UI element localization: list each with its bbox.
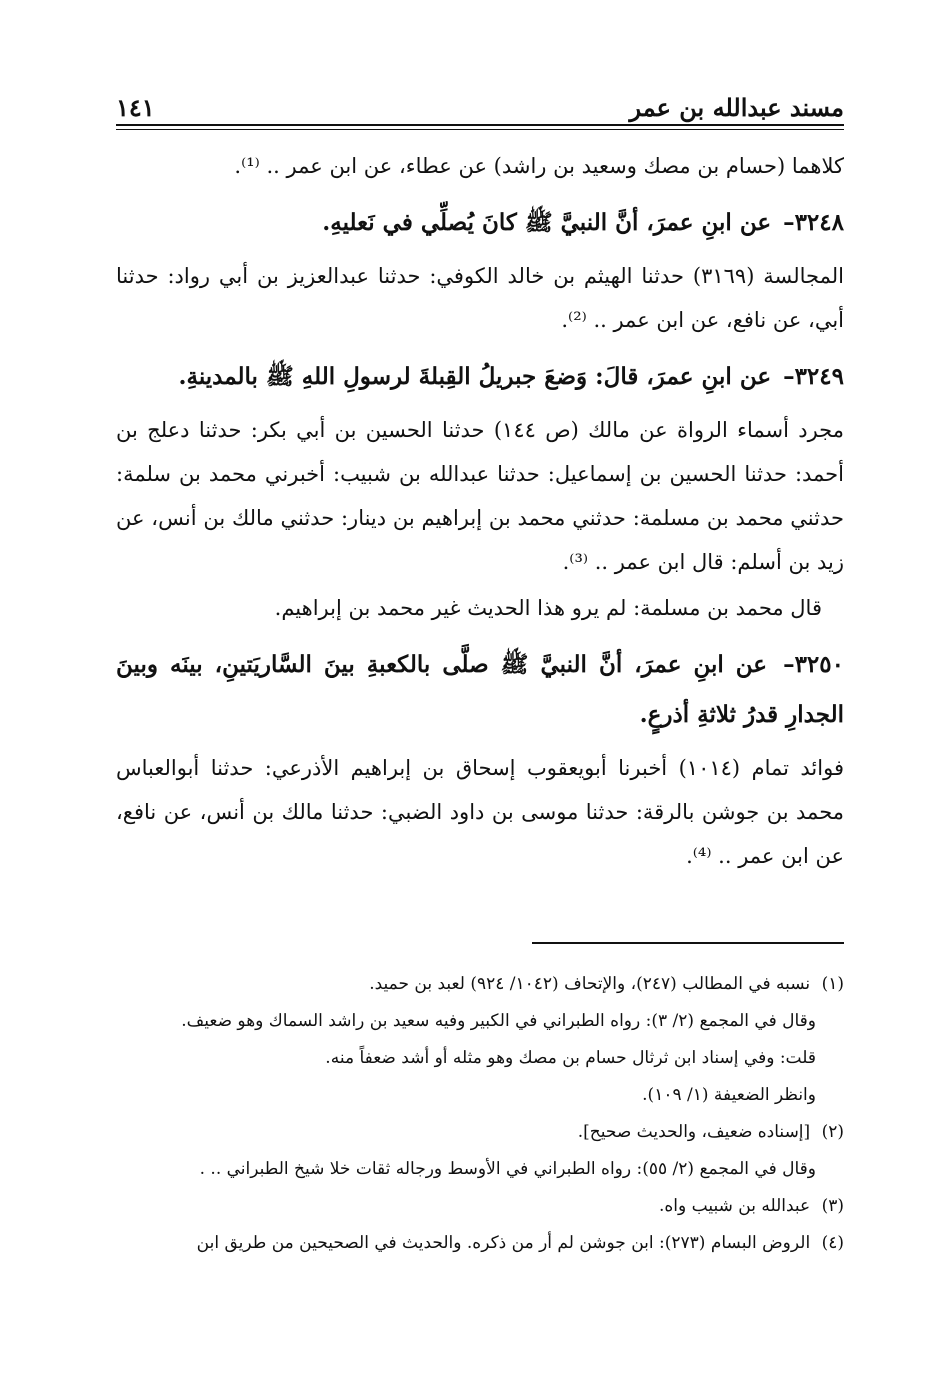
footnote-1-line: وقال في المجمع (٢/ ٣): رواه الطبراني في الكبير وفيه سعيد بن راشد السماك وهو ضعيف. (181, 1011, 816, 1031)
footnote-1 (116, 966, 844, 1003)
hadith-number: ٣٢٤٨– (783, 209, 844, 236)
footnote-marker: (٤) (821, 1233, 844, 1253)
hadith-text: عن ابنِ عمرَ، أنَّ النبيَّ ﷺ صلَّى بالكعبةِ بينَ السَّاريَتينِ، بينَه وبينَ الجدارِ قدرُ ثلاثةِ أذرعٍ. (116, 651, 844, 728)
hadith-text: عن ابنِ عمرَ، أنَّ النبيَّ ﷺ كانَ يُصلِّي في نَعليهِ. (322, 209, 772, 236)
footnote-1-line: وانظر الضعيفة (١/ ١٠٩). (642, 1085, 816, 1105)
footnote-2 (116, 1114, 844, 1151)
footnotes (116, 966, 844, 1262)
footnote-marker: (٣) (821, 1196, 844, 1216)
source-paragraph: المجالسة (٣١٦٩) حدثنا الهيثم بن خالد الكوفي: حدثنا عبدالعزيز بن أبي رواد: حدثنا أبي، عن نافع، عن ابن عمر .. ⁽²⁾. (116, 264, 844, 332)
footnote-1-line: قلت: وفي إسناد ابن ثرثال حسام بن مصك وهو مثله أو أشد ضعفاً منه. (325, 1048, 816, 1068)
hadith-3249 (116, 352, 844, 402)
footnote-text: عبدالله بن شبيب واه. (659, 1196, 811, 1216)
header-rule-thick (116, 124, 844, 126)
hadith-number: ٣٢٥٠– (783, 651, 844, 678)
page-number: ١٤١ (116, 93, 155, 122)
footnote-marker: (١) (821, 974, 844, 994)
footnote-text: نسبه في المطالب (٢٤٧)، والإتحاف (١٠٤٢/ ٩٢٤) لعبد بن حميد. (369, 974, 811, 994)
page-header (116, 82, 844, 122)
main-text (116, 140, 844, 878)
footnote-marker: (٢) (821, 1122, 844, 1142)
footnote-text: [إسناده ضعيف، والحديث صحيح]. (577, 1122, 811, 1142)
source-paragraph: مجرد أسماء الرواة عن مالك (ص ١٤٤) حدثنا الحسين بن أبي بكر: حدثنا دعلج بن أحمد: حدثنا الحسين بن إسماعيل: حدثنا عبدالله بن شبيب: أخبرني محمد بن سلمة: حدثني محمد بن مسلمة: حدثني محمد بن إبراهيم بن دينار: حدثني مالك بن أنس، عن زيد بن أسلم: قال ابن عمر .. ⁽³⁾. (116, 418, 844, 574)
source-paragraph: كلاهما (حسام بن مصك وسعيد بن راشد) عن عطاء، عن ابن عمر .. ⁽¹⁾. (234, 154, 844, 178)
hadith-number: ٣٢٤٩– (783, 363, 844, 390)
header-rule-thin (116, 129, 844, 130)
hadith-3250 (116, 640, 844, 740)
note-paragraph: قال محمد بن مسلمة: لم يرو هذا الحديث غير محمد بن إبراهيم. (274, 596, 822, 620)
footnote-3 (116, 1188, 844, 1225)
footnote-separator (532, 942, 844, 944)
footnote-2-line: وقال في المجمع (٢/ ٥٥): رواه الطبراني في الأوسط ورجاله ثقات خلا شيخ الطبراني .. . (199, 1159, 816, 1179)
running-title: مسند عبدالله بن عمر (629, 93, 844, 122)
hadith-3248 (116, 198, 844, 248)
hadith-text: عن ابنِ عمرَ، قالَ: وَضعَ جبريلُ القِبلةَ لرسولِ اللهِ ﷺ بالمدينةِ. (178, 363, 772, 390)
footnote-text: الروض البسام (٢٧٣): ابن جوشن لم أر من ذكره. والحديث في الصحيحين من طريق ابن (196, 1233, 811, 1253)
source-paragraph: فوائد تمام (١٠١٤) أخبرنا أبويعقوب إسحاق بن إبراهيم الأذرعي: حدثنا أبوالعباس محمد بن جوشن بالرقة: حدثنا موسى بن داود الضبي: حدثنا مالك بن أنس، عن نافع، عن ابن عمر .. ⁽⁴⁾. (116, 756, 844, 868)
footnote-4 (116, 1225, 844, 1262)
